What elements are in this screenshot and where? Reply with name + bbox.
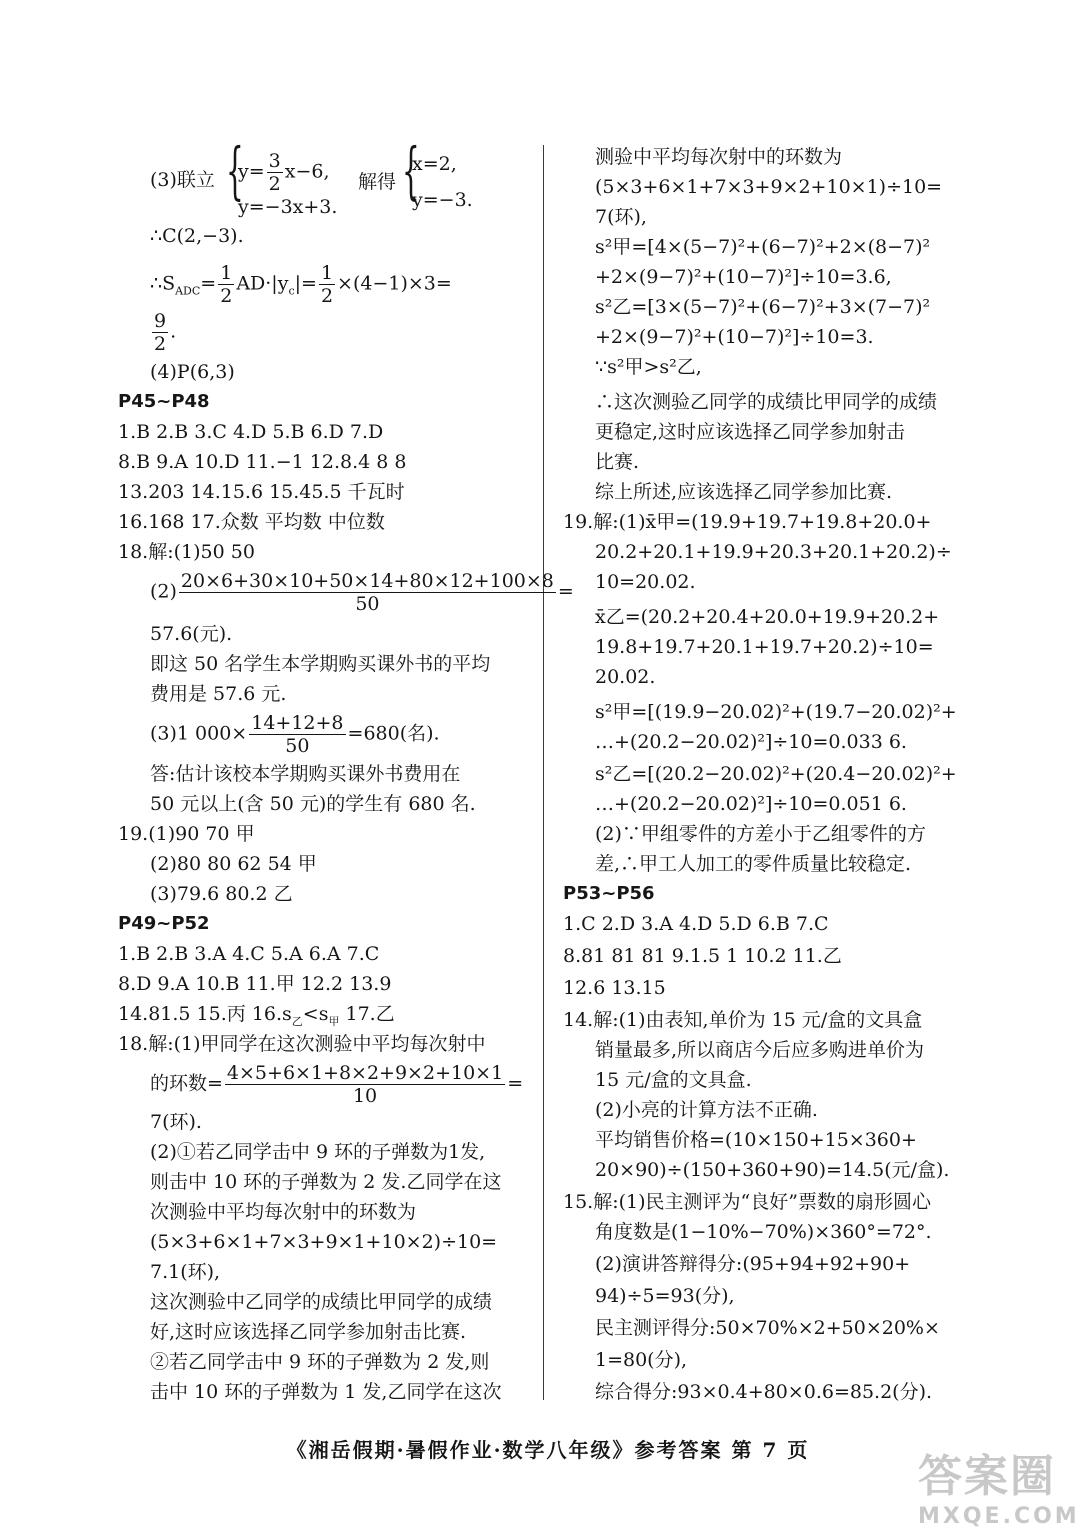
- fraction: $\frac{20\times 6+30\times 10+50\times 14+80\times 12+100\times 8}{50}$: [180, 570, 554, 615]
- q18-part2-result: 57.6(元).: [150, 623, 233, 645]
- system-eq1: y= $\frac{3}{2}$ x−6,: [238, 150, 330, 195]
- text-line: …+(20.2−20.02)²]÷10=0.033 6.: [595, 731, 907, 753]
- text-line: 即这 50 名学生本学期购买课外书的平均: [150, 653, 491, 675]
- solve-label: 解得: [358, 171, 397, 193]
- answer-line: 8.81 81 81 9.1.5 1 10.2 11.乙: [563, 945, 842, 967]
- text-line: s²甲=[4×(5−7)²+(6−7)²+2×(8−7)²: [595, 236, 931, 258]
- answer-line: 1.B 2.B 3.A 4.C 5.A 6.A 7.C: [118, 943, 380, 965]
- q14-solution: 14.解:(1)由表知,单价为 15 元/盒的文具盒: [563, 1009, 923, 1031]
- page-footer: 《湘岳假期·暑假作业·数学八年级》参考答案 第 7 页: [286, 1438, 810, 1462]
- text-line: (2)小亮的计算方法不正确.: [595, 1099, 818, 1121]
- text-line: 费用是 57.6 元.: [150, 683, 287, 705]
- text-line: +2×(9−7)²+(10−7)²]÷10=3.6,: [595, 266, 892, 288]
- q19-part1: 19.(1)90 70 甲: [118, 823, 255, 845]
- q19-part2: (2)80 80 62 54 甲: [150, 853, 317, 875]
- text-line: 差,∴甲工人加工的零件质量比较稳定.: [595, 853, 912, 875]
- left-column: [118, 0, 574, 1403]
- text-line: 10=20.02.: [595, 571, 696, 593]
- text-line: 50 元以上(含 50 元)的学生有 680 名.: [150, 793, 476, 815]
- fraction: $\frac{14+12+8}{50}$: [251, 712, 344, 757]
- text-line: 综合得分:93×0.4+80×0.6=85.2(分).: [595, 1381, 933, 1403]
- text-line: 7(环).: [150, 1111, 202, 1133]
- text-line: 测验中平均每次射中的环数为: [595, 146, 843, 168]
- q19-solution: 19.解:(1)x̄甲=(19.9+19.7+19.8+20.0+: [563, 511, 932, 533]
- section-heading-p45: P45~P48: [118, 391, 210, 412]
- text-line: s²乙=[(20.2−20.02)²+(20.4−20.02)²+: [595, 763, 957, 785]
- fraction: $\frac{1}{2}$: [220, 262, 233, 307]
- text-line: 综上所述,应该选择乙同学参加比赛.: [595, 481, 893, 503]
- text-line: …+(20.2−20.02)²]÷10=0.051 6.: [595, 793, 907, 815]
- area-result: $\frac{9}{2}$ .: [154, 310, 177, 355]
- q18-part1: 18.解:(1)50 50: [118, 541, 255, 563]
- answer-line: 8.D 9.A 10.B 11.甲 12.2 13.9: [118, 973, 392, 995]
- text-line: 更稳定,这时应该选择乙同学参加射击: [595, 421, 906, 443]
- text-line: (5×3+6×1+7×3+9×2+10×1)÷10=: [595, 176, 943, 198]
- answer-4: (4)P(6,3): [150, 361, 235, 383]
- q18b-formula: 的环数= $\frac{4\times 5+6\times 1+8\times 2+9\times 2+10\times 1}{10}$ =: [150, 1062, 524, 1107]
- answer-line: 12.6 13.15: [563, 977, 666, 999]
- text-line: ∴这次测验乙同学的成绩比甲同学的成绩: [595, 391, 938, 413]
- answer-line: 1.C 2.D 3.A 4.D 5.D 6.B 7.C: [563, 913, 829, 935]
- text-line: ②若乙同学击中 9 环的子弹数为 2 发,则: [150, 1351, 490, 1373]
- fraction: $\frac{3}{2}$: [268, 150, 281, 195]
- text-line: 次测验中平均每次射中的环数为: [150, 1201, 417, 1223]
- q18-part3-formula: (3)1 000× $\frac{14+12+8}{50}$ =680(名).: [150, 712, 440, 757]
- text-line: 销量最多,所以商店今后应多购进单价为: [595, 1039, 925, 1061]
- area-formula: $\therefore S_{ADC}=$ $\frac{1}{2}$ $AD\cdot|y_c|=$ $\frac{1}{2}$ ×(4−1)×3=: [150, 262, 452, 307]
- solution-y: y=−3.: [412, 189, 473, 211]
- text-line: 这次测验中乙同学的成绩比甲同学的成绩: [150, 1291, 493, 1313]
- text-line: 答:估计该校本学期购买课外书费用在: [150, 763, 461, 785]
- text-line: 则击中 10 环的子弹数为 2 发.乙同学在这: [150, 1171, 502, 1193]
- text-line: s²乙=[3×(5−7)²+(6−7)²+3×(7−7)²: [595, 296, 931, 318]
- text-line: 角度数是(1−10%−70%)×360°=72°.: [595, 1221, 932, 1243]
- answer-line: 13.203 14.15.6 15.45.5 千瓦时: [118, 481, 405, 503]
- text-line: 7.1(环),: [150, 1261, 221, 1283]
- text-line: 7(环),: [595, 206, 647, 228]
- text-line: 1=80(分),: [595, 1349, 688, 1371]
- system-brace: {: [226, 134, 244, 207]
- watermark-text: 答案圈: [918, 1451, 1056, 1502]
- q19-part3: (3)79.6 80.2 乙: [150, 883, 293, 905]
- answer-line: 14.81.5 15.丙 $16.s_乙<s_甲$ 17.乙: [118, 1003, 395, 1028]
- fraction: $\frac{9}{2}$: [154, 310, 167, 355]
- section-heading-p49: P49~P52: [118, 913, 210, 934]
- watermark-logo: [918, 1440, 1078, 1530]
- text-line: +2×(9−7)²+(10−7)²]÷10=3.: [595, 326, 874, 348]
- fraction: $\frac{1}{2}$: [320, 262, 334, 307]
- answer-line: 16.168 17.众数 平均数 中位数: [118, 511, 385, 533]
- text-line: 20.02.: [595, 666, 656, 688]
- text-line: 15 元/盒的文具盒.: [595, 1069, 752, 1091]
- q18-part2-formula: (2) $\frac{20\times 6+30\times 10+50\times 14+80\times 12+100\times 8}{50}$ =: [150, 570, 574, 615]
- q18b-part1: 18.解:(1)甲同学在这次测验中平均每次射中: [118, 1033, 486, 1055]
- point-c: ∴C(2,−3).: [150, 225, 244, 247]
- text-line: 20.2+20.1+19.9+20.3+20.1+20.2)÷: [595, 541, 952, 563]
- text-line: 19.8+19.7+20.1+19.7+20.2)÷10=: [595, 636, 934, 658]
- fraction: $\frac{4\times 5+6\times 1+8\times 2+9\times 2+10\times 1}{10}$: [226, 1062, 504, 1107]
- answer-line: 8.B 9.A 10.D 11.−1 12.8.4 8 8: [118, 451, 407, 473]
- text-line: (2)①若乙同学击中 9 环的子弹数为1发,: [150, 1141, 486, 1163]
- text-line: 击中 10 环的子弹数为 1 发,乙同学在这次: [150, 1381, 502, 1403]
- text-line: s²甲=[(19.9−20.02)²+(19.7−20.02)²+: [595, 701, 957, 723]
- text-line: (5×3+6×1+7×3+9×1+10×2)÷10=: [150, 1231, 498, 1253]
- system-eq2: y=−3x+3.: [238, 196, 338, 218]
- s3-label: (3)联立: [150, 169, 215, 191]
- answer-line: 1.B 2.B 3.C 4.D 5.B 6.D 7.D: [118, 421, 384, 443]
- text-line: (2)∵甲组零件的方差小于乙组零件的方: [595, 823, 926, 845]
- text-line: 好,这时应该选择乙同学参加射击比赛.: [150, 1321, 467, 1343]
- solution-brace: {: [402, 134, 420, 207]
- text-line: 比赛.: [595, 451, 640, 473]
- section-heading-p53: P53~P56: [563, 883, 655, 904]
- text-line: 民主测评得分:50×70%×2+50×20%×: [595, 1317, 940, 1339]
- text-line: ∵s²甲>s²乙,: [595, 356, 702, 378]
- q15-solution: 15.解:(1)民主测评为“良好”票数的扇形圆心: [563, 1191, 931, 1213]
- text-line: 平均销售价格=(10×150+15×360+: [595, 1129, 917, 1151]
- text-line: x̄乙=(20.2+20.4+20.0+19.9+20.2+: [595, 606, 940, 628]
- right-column: [563, 0, 1003, 1403]
- solution-x: x=2,: [412, 153, 457, 175]
- text-line: 94)÷5=93(分),: [595, 1285, 735, 1307]
- text-line: (2)演讲答辩得分:(95+94+92+90+: [595, 1253, 911, 1275]
- text-line: 20×90)÷(150+360+90)=14.5(元/盒).: [595, 1159, 950, 1181]
- watermark-url: MXQE.COM: [918, 1504, 1080, 1529]
